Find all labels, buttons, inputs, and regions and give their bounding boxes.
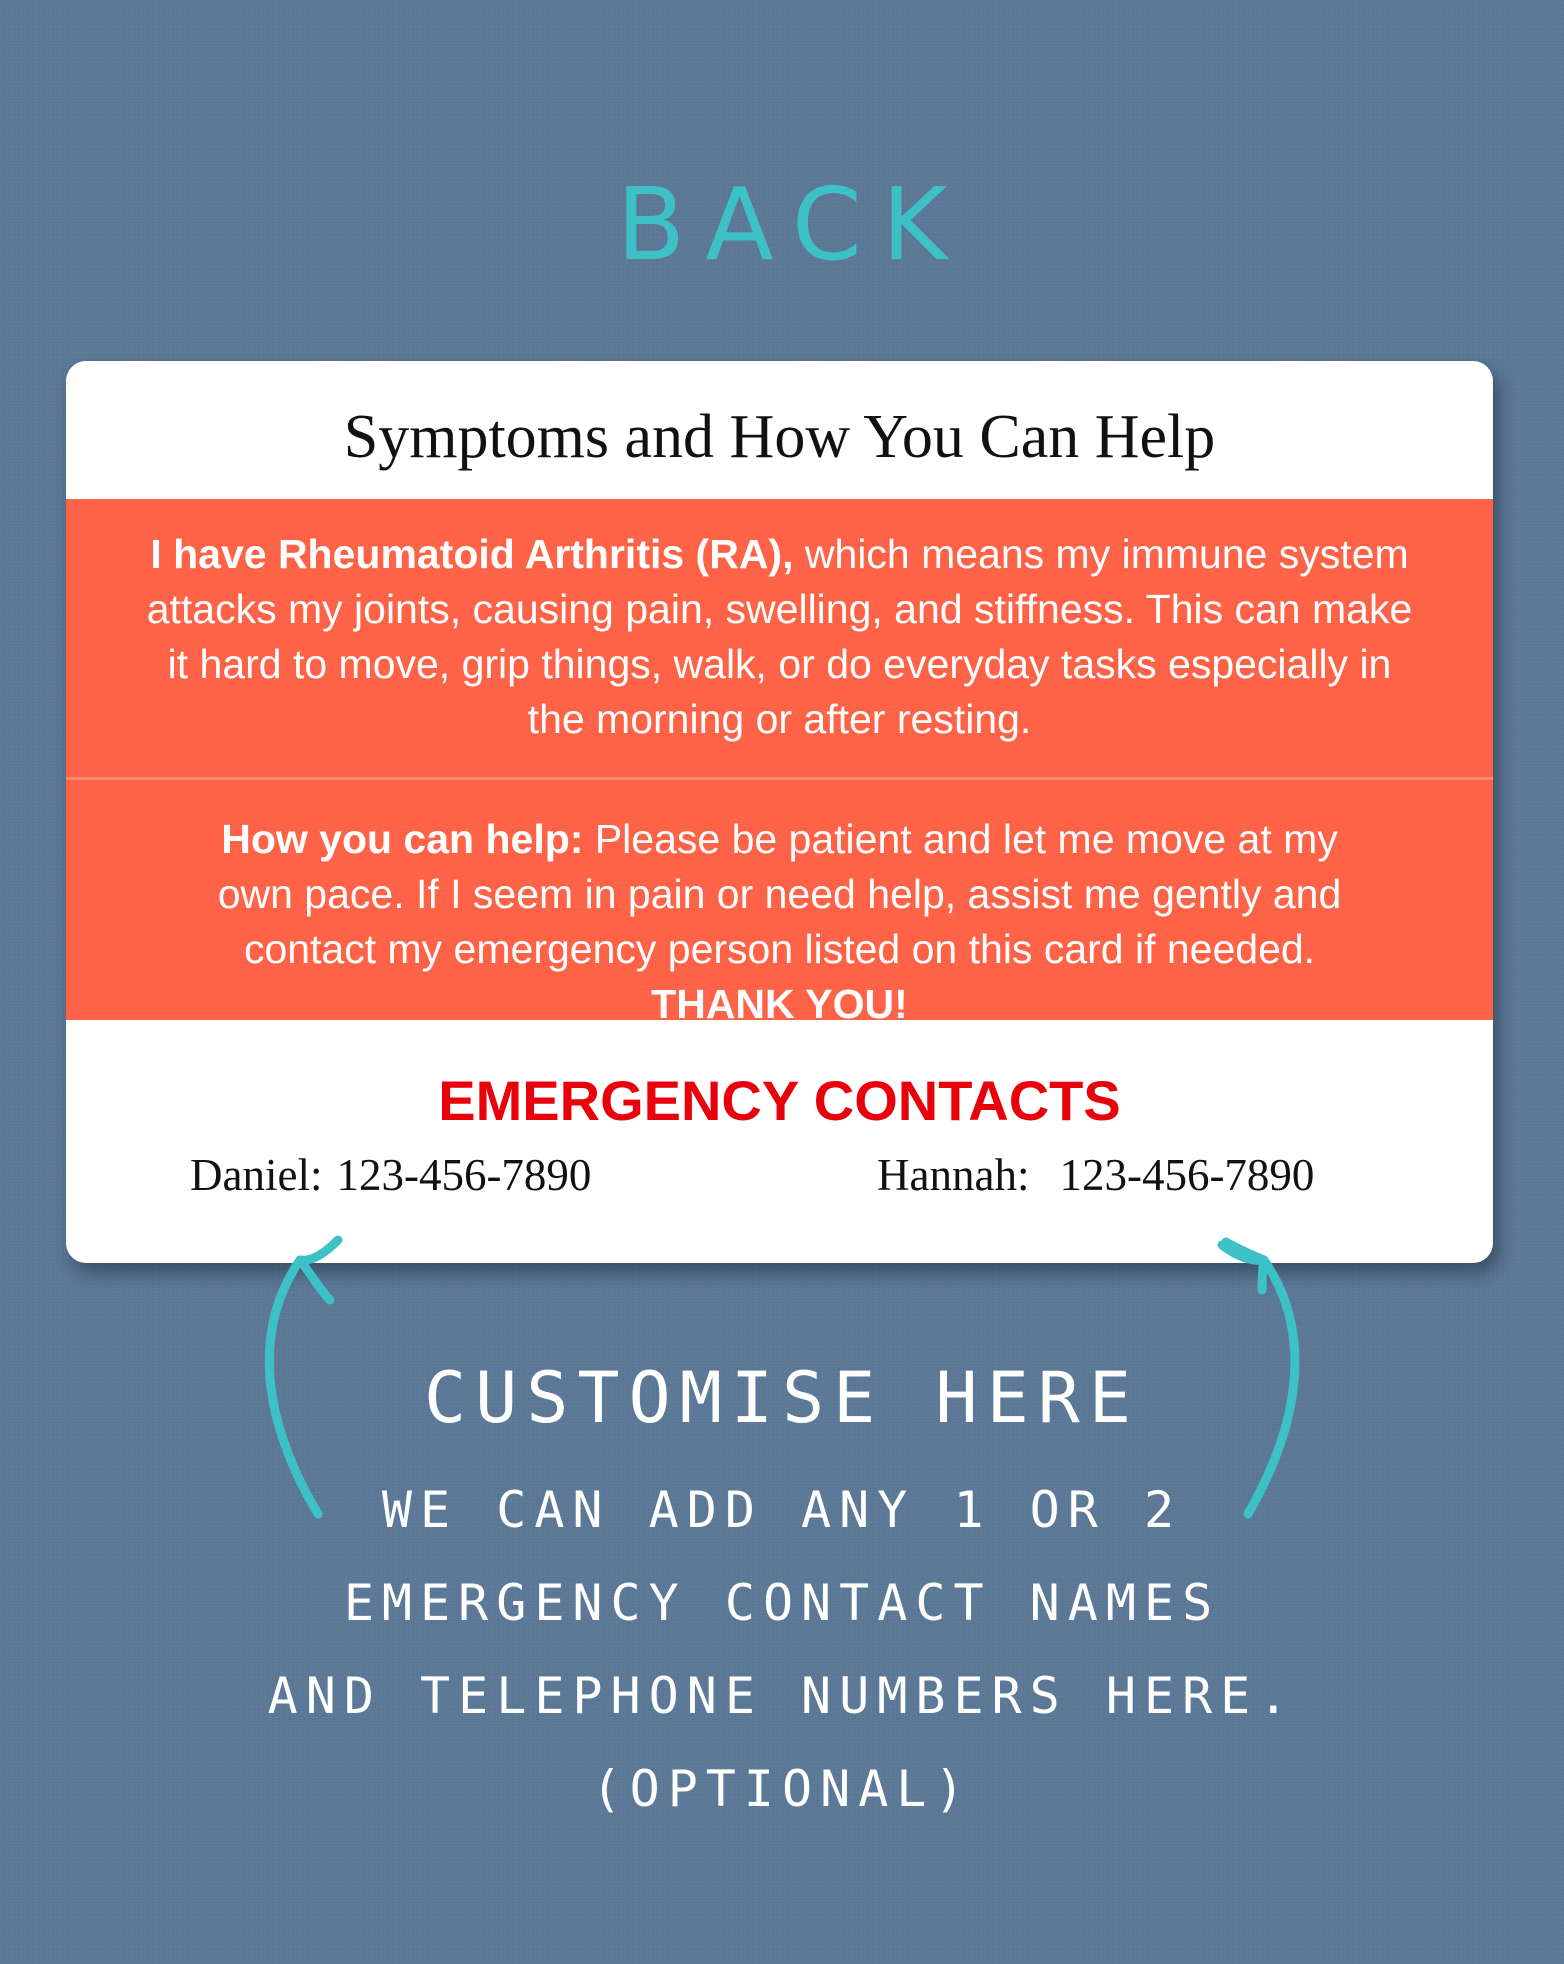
emergency-contact: [877, 1147, 1314, 1203]
emergency-contact: [190, 1147, 591, 1203]
contact-name: Hannah:: [877, 1150, 1030, 1200]
page-title: BACK: [616, 166, 968, 283]
customise-title: CUSTOMISE HERE: [423, 1357, 1140, 1439]
customise-line: EMERGENCY CONTACT NAMES: [343, 1574, 1221, 1632]
help-thank-you: THANK YOU!: [651, 981, 908, 1027]
customise-line: AND TELEPHONE NUMBERS HERE.: [267, 1667, 1297, 1725]
condition-info-text: which means my immune system attacks my joints, causing pain, swelling, and stiffness. This can make it hard to move, grip things, walk, or do everyday tasks especially in the morning or after resting.: [146, 531, 1413, 742]
help-info-text: Please be patient and let me move at my own pace. If I seem in pain or need help, assist me gently and contact my emergency person listed on this card if needed.: [217, 816, 1342, 972]
medical-card: [66, 361, 1493, 1263]
contact-phone: 123-456-7890: [1059, 1150, 1315, 1200]
condition-info-bold: I have Rheumatoid Arthritis (RA),: [150, 531, 794, 577]
customise-description: [0, 1464, 1564, 1836]
customise-line: (OPTIONAL): [591, 1760, 973, 1818]
contact-name: Daniel:: [190, 1150, 323, 1200]
emergency-contacts-title: EMERGENCY CONTACTS: [438, 1069, 1121, 1132]
help-info-bold: How you can help:: [221, 816, 584, 862]
help-info-band: [66, 780, 1493, 1027]
condition-info-band: [66, 499, 1493, 777]
card-heading: Symptoms and How You Can Help: [343, 403, 1216, 471]
contact-phone: 123-456-7890: [336, 1150, 592, 1200]
customise-line: WE CAN ADD ANY 1 OR 2: [381, 1481, 1183, 1539]
